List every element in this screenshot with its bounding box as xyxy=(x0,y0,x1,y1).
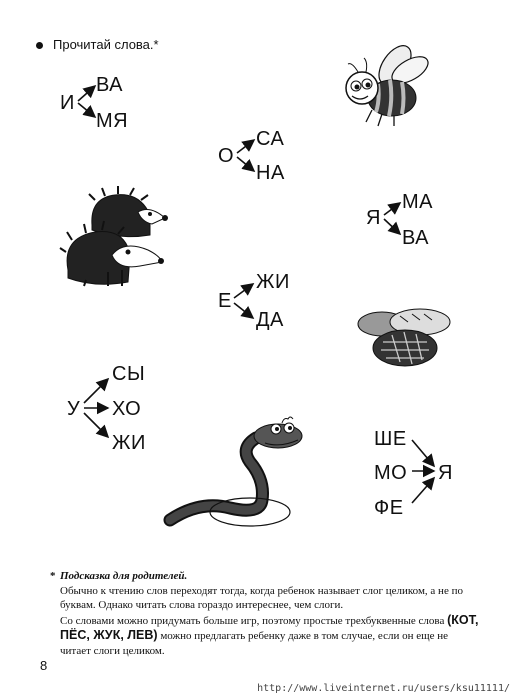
syllable-na: НА xyxy=(256,162,285,184)
hint-title: Подсказка для родителей. xyxy=(60,570,188,582)
bread-pie-icon xyxy=(358,309,450,366)
syllable-u: У xyxy=(67,398,81,420)
asterisk: * xyxy=(50,570,56,582)
hedgehogs-icon xyxy=(60,186,168,286)
arrow xyxy=(412,440,434,466)
syllable-i: И xyxy=(60,92,75,114)
arrow xyxy=(84,379,108,403)
syllable-e: Е xyxy=(218,290,232,312)
example-words: (КОТ, ПЁС, ЖУК, ЛЕВ) xyxy=(60,612,479,642)
syllable-mo: МО xyxy=(374,462,408,484)
arrow xyxy=(234,303,253,318)
syllable-da: ДА xyxy=(256,309,284,331)
arrow xyxy=(384,203,400,215)
page-number: 8 xyxy=(40,658,48,673)
hint-text: можно предлагать ребенку даже в том случае, если он еще не читает слоги целиком. xyxy=(60,630,448,657)
syllable-kho: ХО xyxy=(112,398,142,420)
syllable-fe: ФЕ xyxy=(374,497,404,519)
syllable-va: ВА xyxy=(96,74,124,96)
hint-text: Со словами можно придумать больше игр, поэтому простые трехбуквенные слова xyxy=(60,614,448,627)
syllable-va2: ВА xyxy=(402,227,430,249)
watermark-url: http://www.liveinternet.ru/users/ksu11111/ xyxy=(257,683,510,694)
syllable-zhi2: ЖИ xyxy=(112,432,146,454)
syllable-she: ШЕ xyxy=(374,428,407,450)
arrow xyxy=(384,219,400,234)
syllable-ya: Я xyxy=(366,207,381,229)
bee-icon xyxy=(346,40,432,126)
arrow xyxy=(237,157,254,171)
arrow xyxy=(234,284,253,298)
hint-paragraph-2 xyxy=(60,613,480,659)
hint-paragraph-1: Обычно к чтению слов переходят тогда, когда ребенок называет слог целиком, а не по буквам. Однако читать слова гораздо интереснее, чем слоги. xyxy=(60,584,463,611)
syllable-mya: МЯ xyxy=(96,110,129,132)
arrow xyxy=(78,103,95,117)
syllable-ya2: Я xyxy=(438,462,453,484)
arrow xyxy=(84,413,108,437)
syllable-o: О xyxy=(218,145,235,167)
snake-icon xyxy=(170,417,302,526)
syllable-ma: МА xyxy=(402,191,433,213)
instruction-text: Прочитай слова.* xyxy=(53,37,159,52)
arrow xyxy=(78,86,95,101)
arrow xyxy=(412,478,434,503)
arrow xyxy=(237,140,254,153)
parent-hint xyxy=(50,569,480,658)
syllable-sa: СА xyxy=(256,128,285,150)
syllable-zhi: ЖИ xyxy=(256,271,290,293)
syllable-sy: СЫ xyxy=(112,363,146,385)
